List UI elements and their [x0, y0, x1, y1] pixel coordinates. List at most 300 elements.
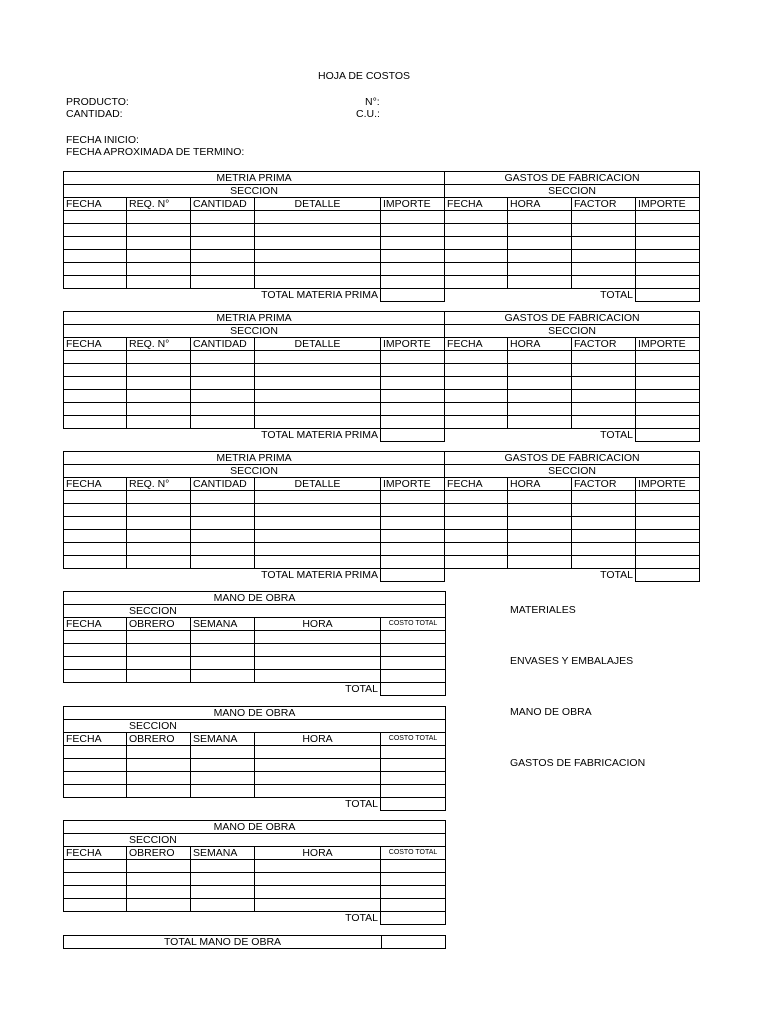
table-row	[64, 657, 446, 670]
table-cell[interactable]	[127, 631, 191, 644]
total-mano-value[interactable]	[381, 798, 446, 811]
total-mano-obra-label: TOTAL MANO DE OBRA	[64, 936, 382, 949]
table-cell[interactable]	[127, 491, 191, 504]
column-header: OBRERO	[127, 847, 191, 860]
table-cell[interactable]	[445, 543, 508, 556]
table-cell[interactable]	[191, 351, 255, 364]
table-cell[interactable]	[191, 746, 255, 759]
table-cell[interactable]	[572, 263, 636, 276]
table-cell[interactable]	[572, 351, 636, 364]
table-cell[interactable]	[636, 504, 700, 517]
seccion-row	[64, 465, 700, 478]
block-title-row	[64, 592, 446, 605]
table-cell[interactable]	[636, 351, 700, 364]
table-cell[interactable]	[381, 263, 445, 276]
table-cell[interactable]	[255, 860, 381, 873]
total-gastos-label: TOTAL	[600, 289, 634, 302]
table-cell[interactable]	[508, 377, 572, 390]
table-cell[interactable]	[381, 785, 446, 798]
table-cell[interactable]	[636, 237, 700, 250]
table-row	[64, 746, 446, 759]
table-cell[interactable]	[191, 250, 255, 263]
table-cell[interactable]	[572, 377, 636, 390]
table-cell[interactable]	[64, 873, 127, 886]
table-cell[interactable]	[508, 530, 572, 543]
table-cell[interactable]	[255, 250, 381, 263]
table-cell[interactable]	[191, 491, 255, 504]
table-cell[interactable]	[191, 631, 255, 644]
table-cell[interactable]	[445, 224, 508, 237]
table-cell[interactable]	[255, 351, 381, 364]
table-cell[interactable]	[381, 644, 446, 657]
seccion-label: SECCION	[64, 465, 445, 478]
table-cell[interactable]	[255, 211, 381, 224]
table-cell[interactable]	[191, 224, 255, 237]
total-mano-obra-table	[63, 935, 446, 949]
table-cell[interactable]	[127, 351, 191, 364]
column-header: HORA	[255, 847, 381, 860]
mano-obra-table	[63, 706, 446, 811]
table-row	[64, 390, 700, 403]
table-cell[interactable]	[508, 416, 572, 429]
spacer	[64, 569, 255, 582]
table-cell[interactable]	[127, 543, 191, 556]
table-cell[interactable]	[445, 211, 508, 224]
table-cell[interactable]	[64, 530, 127, 543]
table-cell[interactable]	[508, 403, 572, 416]
spacer	[64, 912, 255, 925]
total-gastos-value[interactable]	[636, 569, 700, 582]
table-cell[interactable]	[636, 263, 700, 276]
table-cell[interactable]	[64, 276, 127, 289]
table-cell[interactable]	[636, 364, 700, 377]
column-header: OBRERO	[127, 618, 191, 631]
table-cell[interactable]	[445, 390, 508, 403]
table-cell[interactable]	[255, 504, 381, 517]
table-cell[interactable]	[64, 543, 127, 556]
table-cell[interactable]	[255, 491, 381, 504]
table-cell[interactable]	[381, 224, 445, 237]
table-cell[interactable]	[255, 364, 381, 377]
table-cell[interactable]	[127, 886, 191, 899]
table-cell[interactable]	[127, 263, 191, 276]
cu-label: C.U.:	[356, 108, 380, 120]
table-row	[64, 772, 446, 785]
table-cell[interactable]	[255, 899, 381, 912]
seccion-row	[64, 605, 446, 618]
column-header: FECHA	[445, 198, 508, 211]
column-header: IMPORTE	[381, 198, 445, 211]
spacer	[64, 429, 255, 442]
table-cell[interactable]	[255, 403, 381, 416]
table-cell[interactable]	[572, 237, 636, 250]
table-cell[interactable]	[191, 772, 255, 785]
table-cell[interactable]	[191, 403, 255, 416]
table-cell[interactable]	[381, 250, 445, 263]
table-cell[interactable]	[191, 530, 255, 543]
table-cell[interactable]	[445, 237, 508, 250]
table-cell[interactable]	[127, 860, 191, 873]
table-cell[interactable]	[572, 416, 636, 429]
table-cell[interactable]	[64, 772, 127, 785]
column-header: OBRERO	[127, 733, 191, 746]
table-cell[interactable]	[381, 873, 446, 886]
table-cell[interactable]	[381, 670, 446, 683]
table-cell[interactable]	[127, 873, 191, 886]
table-cell[interactable]	[508, 276, 572, 289]
table-cell[interactable]	[255, 644, 381, 657]
table-cell[interactable]	[127, 390, 191, 403]
table-cell[interactable]	[508, 211, 572, 224]
table-cell[interactable]	[255, 746, 381, 759]
table-cell[interactable]	[127, 556, 191, 569]
table-cell[interactable]	[636, 517, 700, 530]
table-cell[interactable]	[255, 556, 381, 569]
table-cell[interactable]	[381, 772, 446, 785]
table-row	[64, 644, 446, 657]
table-cell[interactable]	[381, 759, 446, 772]
spacer	[64, 683, 255, 696]
table-cell[interactable]	[127, 364, 191, 377]
block-title-row	[64, 707, 446, 720]
seccion-row	[64, 834, 446, 847]
table-cell[interactable]	[255, 670, 381, 683]
column-header: FACTOR	[572, 338, 636, 351]
table-cell[interactable]	[636, 403, 700, 416]
mano-obra-title: MANO DE OBRA	[64, 592, 446, 605]
table-cell[interactable]	[64, 631, 127, 644]
total-materia-prima-label: TOTAL MATERIA PRIMA	[261, 429, 378, 442]
table-cell[interactable]	[127, 746, 191, 759]
table-cell[interactable]	[381, 517, 445, 530]
table-cell[interactable]	[381, 403, 445, 416]
table-cell[interactable]	[445, 276, 508, 289]
table-cell[interactable]	[64, 785, 127, 798]
table-cell[interactable]	[127, 237, 191, 250]
table-cell[interactable]	[191, 670, 255, 683]
total-materia-prima-value[interactable]	[381, 289, 445, 302]
total-row	[64, 912, 446, 925]
table-cell[interactable]	[572, 403, 636, 416]
table-cell[interactable]	[572, 517, 636, 530]
table-cell[interactable]	[572, 364, 636, 377]
table-cell[interactable]	[127, 899, 191, 912]
table-cell[interactable]	[64, 224, 127, 237]
table-cell[interactable]	[508, 517, 572, 530]
column-header: DETALLE	[255, 198, 381, 211]
table-cell[interactable]	[572, 543, 636, 556]
table-cell[interactable]	[64, 416, 127, 429]
table-cell[interactable]	[64, 517, 127, 530]
table-cell[interactable]	[255, 657, 381, 670]
table-cell[interactable]	[255, 416, 381, 429]
table-cell[interactable]	[255, 530, 381, 543]
column-header: CANTIDAD	[191, 338, 255, 351]
column-header: DETALLE	[255, 338, 381, 351]
table-cell[interactable]	[508, 491, 572, 504]
table-cell[interactable]	[191, 517, 255, 530]
table-cell[interactable]	[636, 543, 700, 556]
total-row	[64, 429, 700, 442]
materia-gastos-table	[63, 451, 700, 582]
table-cell[interactable]	[127, 785, 191, 798]
table-cell[interactable]	[255, 517, 381, 530]
table-cell[interactable]	[127, 403, 191, 416]
table-cell[interactable]	[445, 530, 508, 543]
table-cell[interactable]	[191, 364, 255, 377]
column-header: FECHA	[64, 733, 127, 746]
table-cell[interactable]	[64, 504, 127, 517]
total-materia-prima-value[interactable]	[381, 569, 445, 582]
table-cell[interactable]	[381, 886, 446, 899]
table-cell[interactable]	[127, 377, 191, 390]
table-cell[interactable]	[636, 224, 700, 237]
table-cell[interactable]	[445, 377, 508, 390]
column-header: REQ. N°	[127, 338, 191, 351]
table-cell[interactable]	[255, 785, 381, 798]
table-cell[interactable]	[381, 491, 445, 504]
spacer	[64, 289, 255, 302]
table-cell[interactable]	[381, 276, 445, 289]
total-materia-prima-label: TOTAL MATERIA PRIMA	[261, 569, 378, 582]
table-row	[64, 276, 700, 289]
table-cell[interactable]	[381, 377, 445, 390]
table-cell[interactable]	[445, 351, 508, 364]
table-cell[interactable]	[508, 351, 572, 364]
seccion-label: SECCION	[64, 834, 446, 847]
table-cell[interactable]	[127, 759, 191, 772]
table-cell[interactable]	[191, 377, 255, 390]
table-cell[interactable]	[127, 517, 191, 530]
table-cell[interactable]	[191, 644, 255, 657]
table-cell[interactable]	[64, 759, 127, 772]
total-gastos-value[interactable]	[636, 289, 700, 302]
table-cell[interactable]	[64, 250, 127, 263]
header-row	[64, 478, 700, 491]
column-header: IMPORTE	[636, 338, 700, 351]
table-cell[interactable]	[381, 746, 446, 759]
table-cell[interactable]	[636, 250, 700, 263]
table-cell[interactable]	[127, 224, 191, 237]
table-cell[interactable]	[191, 504, 255, 517]
table-cell[interactable]	[572, 211, 636, 224]
table-cell[interactable]	[508, 543, 572, 556]
table-cell[interactable]	[127, 416, 191, 429]
table-cell[interactable]	[191, 556, 255, 569]
table-cell[interactable]	[381, 390, 445, 403]
table-cell[interactable]	[191, 263, 255, 276]
block-title-row	[64, 452, 700, 465]
table-cell[interactable]	[508, 504, 572, 517]
table-cell[interactable]	[127, 504, 191, 517]
table-cell[interactable]	[127, 657, 191, 670]
table-cell[interactable]	[381, 631, 446, 644]
table-cell[interactable]	[381, 416, 445, 429]
table-cell[interactable]	[572, 556, 636, 569]
table-cell[interactable]	[255, 377, 381, 390]
table-cell[interactable]	[64, 491, 127, 504]
table-cell[interactable]	[127, 276, 191, 289]
column-header: FECHA	[445, 338, 508, 351]
materia-prima-title: METRIA PRIMA	[64, 312, 445, 325]
table-cell[interactable]	[191, 873, 255, 886]
table-cell[interactable]	[381, 899, 446, 912]
column-header: COSTO TOTAL	[381, 847, 446, 860]
table-cell[interactable]	[64, 377, 127, 390]
table-cell[interactable]	[64, 351, 127, 364]
table-cell[interactable]	[64, 237, 127, 250]
seccion-row	[64, 185, 700, 198]
table-cell[interactable]	[64, 211, 127, 224]
total-materia-prima-value[interactable]	[381, 429, 445, 442]
table-cell[interactable]	[636, 211, 700, 224]
mano-obra-table	[63, 820, 446, 925]
table-cell[interactable]	[64, 746, 127, 759]
table-cell[interactable]	[636, 377, 700, 390]
table-cell[interactable]	[445, 263, 508, 276]
table-cell[interactable]	[191, 237, 255, 250]
table-cell[interactable]	[127, 211, 191, 224]
table-cell[interactable]	[508, 364, 572, 377]
table-cell[interactable]	[255, 224, 381, 237]
table-cell[interactable]	[445, 556, 508, 569]
table-cell[interactable]	[445, 416, 508, 429]
table-cell[interactable]	[191, 416, 255, 429]
table-cell[interactable]	[572, 276, 636, 289]
table-cell[interactable]	[636, 491, 700, 504]
table-cell[interactable]	[255, 263, 381, 276]
table-row	[64, 873, 446, 886]
table-cell[interactable]	[255, 543, 381, 556]
table-cell[interactable]	[381, 211, 445, 224]
table-row	[64, 351, 700, 364]
page-title: HOJA DE COSTOS	[318, 70, 410, 82]
table-cell[interactable]	[255, 390, 381, 403]
table-cell[interactable]	[381, 530, 445, 543]
table-cell[interactable]	[572, 530, 636, 543]
seccion-label: SECCION	[64, 605, 446, 618]
table-cell[interactable]	[64, 644, 127, 657]
table-cell[interactable]	[445, 364, 508, 377]
table-cell[interactable]	[255, 886, 381, 899]
table-cell[interactable]	[255, 276, 381, 289]
table-cell[interactable]	[64, 364, 127, 377]
table-cell[interactable]	[64, 263, 127, 276]
table-cell[interactable]	[445, 491, 508, 504]
table-row	[64, 224, 700, 237]
table-row	[64, 211, 700, 224]
table-cell[interactable]	[64, 390, 127, 403]
table-cell[interactable]	[445, 250, 508, 263]
seccion-row	[64, 720, 446, 733]
table-cell[interactable]	[508, 390, 572, 403]
table-cell[interactable]	[191, 860, 255, 873]
table-cell[interactable]	[636, 416, 700, 429]
table-cell[interactable]	[572, 504, 636, 517]
table-cell[interactable]	[127, 772, 191, 785]
total-mano-label: TOTAL	[345, 798, 378, 811]
total-mano-value[interactable]	[381, 912, 446, 925]
table-cell[interactable]	[191, 657, 255, 670]
table-cell[interactable]	[255, 237, 381, 250]
column-header: HORA	[508, 198, 572, 211]
table-cell[interactable]	[64, 556, 127, 569]
table-cell[interactable]	[64, 657, 127, 670]
table-cell[interactable]	[381, 556, 445, 569]
table-cell[interactable]	[64, 403, 127, 416]
table-cell[interactable]	[636, 556, 700, 569]
table-cell[interactable]	[381, 351, 445, 364]
table-cell[interactable]	[572, 491, 636, 504]
table-cell[interactable]	[64, 860, 127, 873]
table-cell[interactable]	[381, 657, 446, 670]
table-cell[interactable]	[381, 543, 445, 556]
table-row	[64, 416, 700, 429]
table-cell[interactable]	[191, 899, 255, 912]
table-cell[interactable]	[255, 873, 381, 886]
table-cell[interactable]	[572, 250, 636, 263]
table-cell[interactable]	[255, 759, 381, 772]
table-cell[interactable]	[191, 276, 255, 289]
column-header: HORA	[508, 478, 572, 491]
table-cell[interactable]	[445, 517, 508, 530]
table-cell[interactable]	[636, 390, 700, 403]
table-cell[interactable]	[381, 364, 445, 377]
table-cell[interactable]	[255, 631, 381, 644]
table-cell[interactable]	[572, 224, 636, 237]
table-cell[interactable]	[255, 772, 381, 785]
table-cell[interactable]	[508, 556, 572, 569]
table-cell[interactable]	[381, 504, 445, 517]
table-cell[interactable]	[191, 785, 255, 798]
table-cell[interactable]	[636, 276, 700, 289]
total-row	[64, 569, 700, 582]
total-row	[64, 289, 700, 302]
table-cell[interactable]	[508, 250, 572, 263]
table-cell[interactable]	[191, 211, 255, 224]
table-row	[64, 543, 700, 556]
table-cell[interactable]	[191, 886, 255, 899]
table-cell[interactable]	[445, 403, 508, 416]
table-cell[interactable]	[381, 860, 446, 873]
total-gastos-value[interactable]	[636, 429, 700, 442]
table-cell[interactable]	[508, 237, 572, 250]
table-cell[interactable]	[127, 644, 191, 657]
table-cell[interactable]	[127, 670, 191, 683]
table-cell[interactable]	[191, 759, 255, 772]
table-row	[64, 899, 446, 912]
table-cell[interactable]	[64, 886, 127, 899]
table-cell[interactable]	[191, 390, 255, 403]
table-cell[interactable]	[572, 390, 636, 403]
table-cell[interactable]	[64, 899, 127, 912]
table-cell[interactable]	[381, 237, 445, 250]
table-row	[64, 403, 700, 416]
table-cell[interactable]	[64, 670, 127, 683]
table-cell[interactable]	[508, 224, 572, 237]
column-header: FACTOR	[572, 198, 636, 211]
total-mano-value[interactable]	[381, 683, 446, 696]
table-cell[interactable]	[636, 530, 700, 543]
table-cell[interactable]	[127, 250, 191, 263]
total-mano-obra-value[interactable]	[382, 936, 446, 949]
table-cell[interactable]	[508, 263, 572, 276]
table-cell[interactable]	[191, 543, 255, 556]
table-row	[64, 364, 700, 377]
column-header: SEMANA	[191, 847, 255, 860]
table-cell[interactable]	[445, 504, 508, 517]
table-cell[interactable]	[127, 530, 191, 543]
